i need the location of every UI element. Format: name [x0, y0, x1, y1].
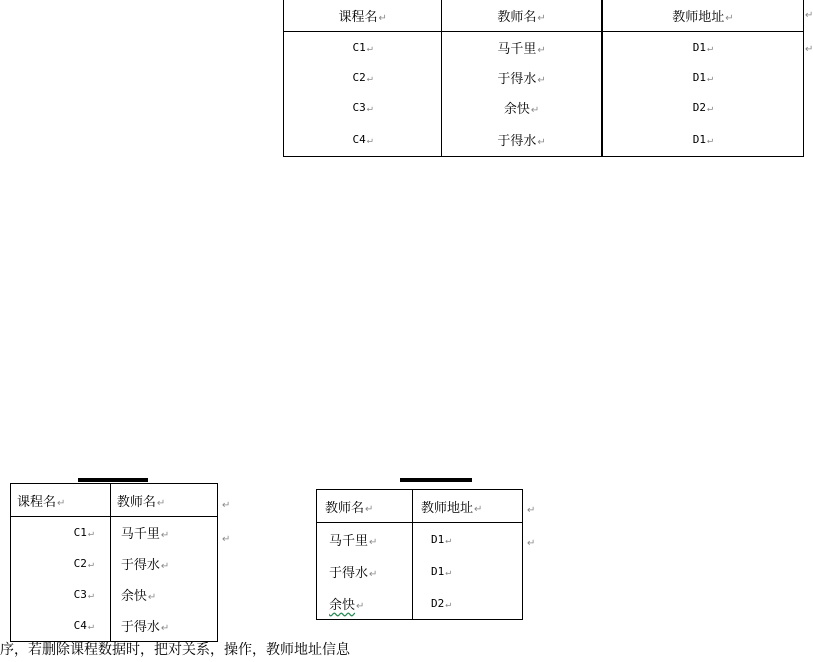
table-cell: 余快↵ [110, 579, 217, 610]
table-cell: D2↵ [602, 92, 804, 122]
table-cell: 于得水↵ [110, 610, 217, 642]
table-cell: 余快↵ [317, 587, 413, 620]
column-header-address: 教师地址↵ [412, 490, 522, 523]
table-cell: C4↵ [284, 122, 442, 157]
caption-text: 序，若删除课程数据时，把对关系，操作，教师地址信息 [0, 642, 350, 658]
table-cell: 余快↵ [442, 92, 602, 122]
table-row [284, 62, 804, 92]
table-cell: 于得水↵ [110, 548, 217, 579]
table-cell: C2↵ [284, 62, 442, 92]
table-row [11, 517, 218, 549]
course-teacher-address-table [283, 0, 804, 157]
table-cell: 于得水↵ [442, 62, 602, 92]
column-header-address: 教师地址↵ [602, 0, 804, 32]
table-row [317, 523, 523, 556]
paragraph-mark: ↵ [222, 534, 231, 545]
table-row [317, 555, 523, 587]
paragraph-mark: ↵ [805, 44, 813, 55]
table-row [11, 610, 218, 642]
table-cell: C2↵ [11, 548, 111, 579]
table-cell: D1↵ [602, 32, 804, 63]
table-cell: D2↵ [412, 587, 522, 620]
table-row [284, 92, 804, 122]
table-cell: 于得水↵ [442, 122, 602, 157]
table-cell: C1↵ [284, 32, 442, 63]
table-header-row [317, 490, 523, 523]
table-header-row [11, 484, 218, 517]
table-cell: 马千里↵ [442, 32, 602, 63]
cropped-title [78, 478, 148, 482]
cropped-title [400, 478, 472, 482]
column-header-teacher: 教师名↵ [317, 490, 413, 523]
table-row [11, 579, 218, 610]
teacher-address-table [316, 489, 523, 620]
table-cell: D1↵ [602, 122, 804, 157]
table-row [284, 122, 804, 157]
course-teacher-table [10, 483, 218, 642]
table-cell: 马千里↵ [317, 523, 413, 556]
table-cell: D1↵ [412, 555, 522, 587]
paragraph-mark: ↵ [805, 10, 813, 21]
table-cell: C4↵ [11, 610, 111, 642]
table-cell: D1↵ [412, 523, 522, 556]
table-cell: 马千里↵ [110, 517, 217, 549]
table-row [317, 587, 523, 620]
column-header-teacher: 教师名↵ [110, 484, 217, 517]
table-cell: C1↵ [11, 517, 111, 549]
table-header-row [284, 0, 804, 32]
column-header-course: 课程名↵ [284, 0, 442, 32]
table-cell: 于得水↵ [317, 555, 413, 587]
table-cell: C3↵ [284, 92, 442, 122]
table-row [284, 32, 804, 63]
table-cell: C3↵ [11, 579, 111, 610]
paragraph-mark: ↵ [527, 505, 536, 516]
paragraph-mark: ↵ [222, 500, 231, 511]
column-header-teacher: 教师名↵ [442, 0, 602, 32]
paragraph-mark: ↵ [527, 538, 536, 549]
table-row [11, 548, 218, 579]
column-header-course: 课程名↵ [11, 484, 111, 517]
table-cell: D1↵ [602, 62, 804, 92]
